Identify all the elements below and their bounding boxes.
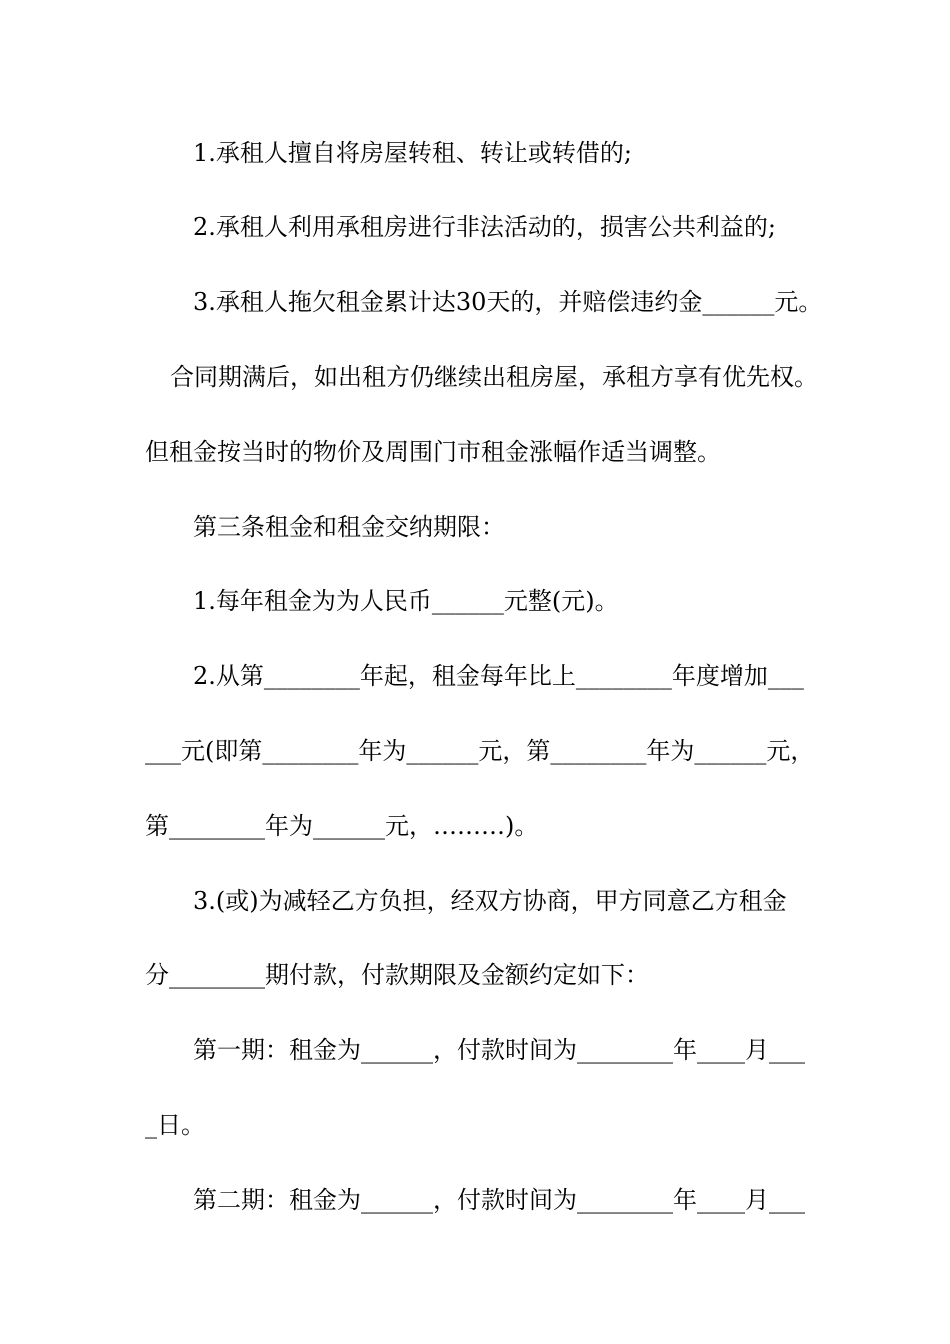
rent-item-2-continued: ___元(即第________年为______元，第________年为______元， (145, 737, 815, 765)
payment-period-1: 第一期：租金为______，付款时间为________年____月___ (193, 1036, 805, 1064)
rent-item-3: 3.(或)为减轻乙方负担，经双方协商，甲方同意乙方租金 (193, 887, 787, 915)
clause-item-1: 1.承租人擅自将房屋转租、转让或转借的; (193, 139, 632, 167)
clause-item-3: 3.承租人拖欠租金累计达30天的，并赔偿违约金______元。 (193, 288, 823, 316)
rent-item-2-end: 第________年为______元，………)。 (145, 812, 539, 840)
rent-item-1: 1.每年租金为为人民币______元整(元)。 (193, 587, 619, 615)
payment-period-1-continued: _日。 (145, 1111, 205, 1139)
rent-item-2: 2.从第________年起，租金每年比上________年度增加___ (193, 662, 804, 690)
payment-period-2: 第二期：租金为______，付款时间为________年____月___ (193, 1186, 805, 1214)
paragraph-renewal-continued: 但租金按当时的物价及周围门市租金涨幅作适当调整。 (145, 438, 721, 466)
clause-item-2: 2.承租人利用承租房进行非法活动的，损害公共利益的; (193, 213, 776, 241)
article-heading: 第三条租金和租金交纳期限： (193, 513, 505, 541)
paragraph-renewal: 合同期满后，如出租方仍继续出租房屋，承租方享有优先权。 (170, 363, 818, 391)
rent-item-3-continued: 分________期付款，付款期限及金额约定如下： (145, 961, 649, 989)
